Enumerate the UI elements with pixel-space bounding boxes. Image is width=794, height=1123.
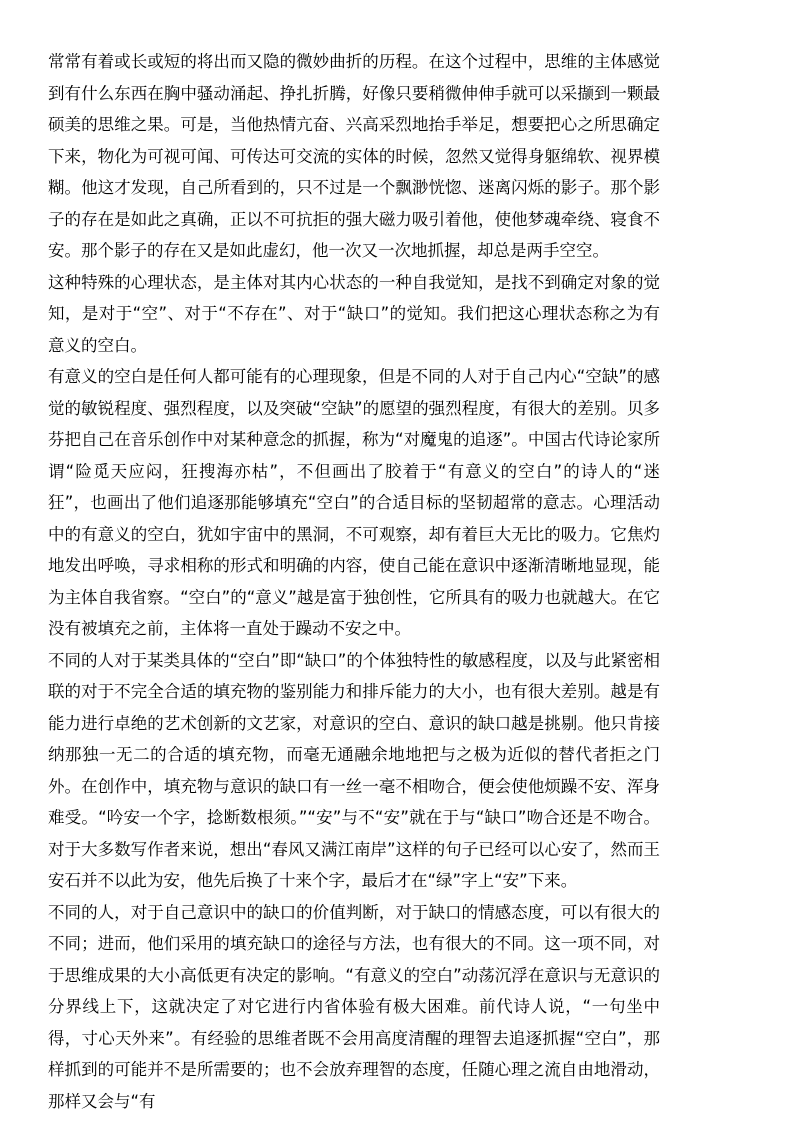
paragraph-4: 不同的人对于某类具体的“空白”即“缺口”的个体独特性的敏感程度，以及与此紧密相联的对于不完全合适的填充物的鉴别能力和排斥能力的大小，也有很大差别。越是有能力进行卓绝的艺术创新的文艺家，对意识的空白、意识的缺口越是挑剔。他只肯接纳那独一无二的合适的填充物，而毫无通融余地地把与之极为近似的替代者拒之门外。在创作中，填充物与意识的缺口有一丝一毫不相吻合，便会使他烦躁不安、浑身难受。“吟安一个字，捻断数根须。”“安”与不“安”就在于与“缺口”吻合还是不吻合。对于大多数写作者来说，想出“春风又满江南岸”这样的句子已经可以心安了，然而王安石并不以此为安，他先后换了十来个字，最后才在“绿”字上“安”下来。 xyxy=(48,650,660,890)
paragraph-1: 常常有着或长或短的将出而又隐的微妙曲折的历程。在这个过程中，思维的主体感觉到有什么东西在胸中骚动涌起、挣扎折腾，好像只要稍微伸伸手就可以采撷到一颗最硕美的思维之果。可是，当他热情亢奋、兴高采烈地抬手举足，想要把心之所思确定下来，物化为可视可闻、可传达可交流的实体的时候，忽然又觉得身躯绵软、视界模糊。他这才发现，自己所看到的，只不过是一个飘渺恍惚、迷离闪烁的影子。那个影子的存在是如此之真确，正以不可抗拒的强大磁力吸引着他，使他梦魂牵绕、寝食不安。那个影子的存在又是如此虚幻，他一次又一次地抓握，却总是两手空空。 xyxy=(48,52,660,260)
document-page xyxy=(48,46,660,1117)
paragraph-5: 不同的人，对于自己意识中的缺口的价值判断，对于缺口的情感态度，可以有很大的不同；进而，他们采用的填充缺口的途径与方法，也有很大的不同。这一项不同，对于思维成果的大小高低更有决定的影响。“有意义的空白”动荡沉浮在意识与无意识的分界线上下，这就决定了对它进行内省体验有极大困难。前代诗人说，“一句坐中得，寸心天外来”。有经验的思维者既不会用高度清醒的理智去追逐抓握“空白”，那样抓到的可能并不是所需要的；也不会放弃理智的态度，任随心理之流自由地滑动，那样又会与“有 xyxy=(48,902,660,1111)
paragraph-2: 这种特殊的心理状态，是主体对其内心状态的一种自我觉知，是找不到确定对象的觉知，是对于“空”、对于“不存在”、对于“缺口”的觉知。我们把这心理状态称之为有意义的空白。 xyxy=(48,272,660,355)
paragraph-3: 有意义的空白是任何人都可能有的心理现象，但是不同的人对于自己内心“空缺”的感觉的敏锐程度、强烈程度，以及突破“空缺”的愿望的强烈程度，有很大的差别。贝多芬把自己在音乐创作中对某种意念的抓握，称为“对魔鬼的追逐”。中国古代诗论家所谓“险觅天应闷，狂搜海亦枯”，不但画出了胶着于“有意义的空白”的诗人的“迷狂”，也画出了他们追逐那能够填充“空白”的合适目标的坚韧超常的意志。心理活动中的有意义的空白，犹如宇宙中的黑洞，不可观察，却有着巨大无比的吸力。它焦灼地发出呼唤，寻求相称的形式和明确的内容，使自己能在意识中逐渐清晰地显现，能为主体自我省察。“空白”的“意义”越是富于独创性，它所具有的吸力也就越大。在它没有被填充之前，主体将一直处于躁动不安之中。 xyxy=(48,367,660,638)
